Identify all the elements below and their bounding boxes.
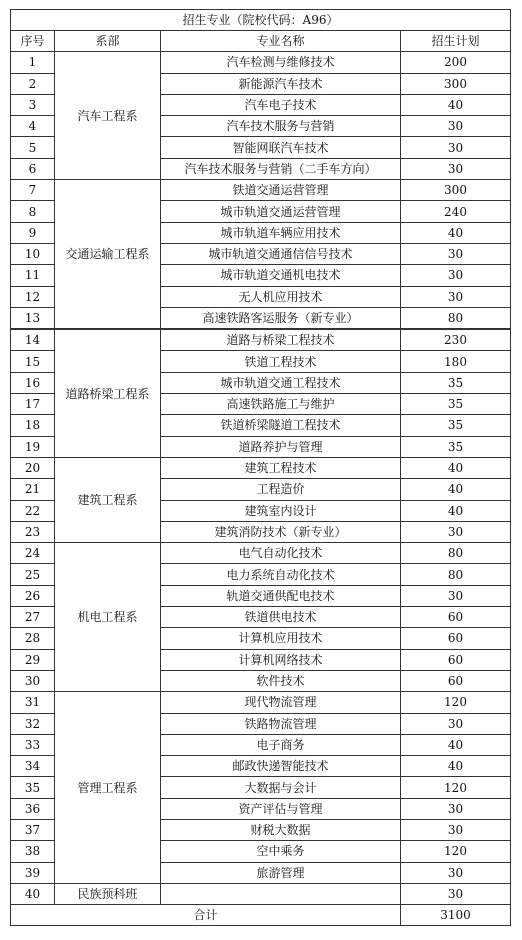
- row-major: 大数据与会计: [161, 777, 401, 798]
- row-major: 铁道交通运营管理: [161, 180, 401, 201]
- row-plan: 30: [401, 521, 511, 542]
- row-seq: 11: [11, 265, 55, 286]
- table-row: [11, 692, 511, 713]
- header-plan: 招生计划: [401, 31, 511, 52]
- row-seq: 17: [11, 394, 55, 415]
- row-major: 计算机网络技术: [161, 649, 401, 670]
- row-seq: 5: [11, 137, 55, 158]
- row-plan: 40: [401, 479, 511, 500]
- table-body: [11, 52, 511, 905]
- row-major: 建筑消防技术（新专业）: [161, 521, 401, 542]
- row-plan: 30: [401, 158, 511, 179]
- row-seq: 19: [11, 436, 55, 457]
- row-major: 资产评估与管理: [161, 798, 401, 819]
- table-title-row: [11, 10, 511, 31]
- row-seq: 25: [11, 564, 55, 585]
- department-cell: 道路桥梁工程系: [55, 329, 161, 457]
- row-seq: 37: [11, 819, 55, 840]
- row-plan: 40: [401, 457, 511, 478]
- row-major: 铁路物流管理: [161, 713, 401, 734]
- row-plan: 60: [401, 649, 511, 670]
- table-row: [11, 543, 511, 564]
- row-plan: 60: [401, 607, 511, 628]
- row-plan: 30: [401, 862, 511, 883]
- row-seq: 18: [11, 415, 55, 436]
- row-plan: 40: [401, 94, 511, 115]
- row-plan: 30: [401, 265, 511, 286]
- row-seq: 14: [11, 329, 55, 351]
- row-major: [161, 883, 401, 904]
- row-plan: 300: [401, 180, 511, 201]
- row-seq: 15: [11, 351, 55, 372]
- row-seq: 2: [11, 73, 55, 94]
- table-row: [11, 329, 511, 351]
- row-major: 道路养护与管理: [161, 436, 401, 457]
- row-seq: 32: [11, 713, 55, 734]
- row-major: 软件技术: [161, 670, 401, 691]
- row-plan: 30: [401, 286, 511, 307]
- row-major: 汽车技术服务与营销: [161, 116, 401, 137]
- row-major: 高速铁路施工与维护: [161, 394, 401, 415]
- row-seq: 35: [11, 777, 55, 798]
- row-major: 空中乘务: [161, 841, 401, 862]
- department-cell: 汽车工程系: [55, 52, 161, 180]
- row-plan: 60: [401, 628, 511, 649]
- header-row: [11, 31, 511, 52]
- row-major: 铁道供电技术: [161, 607, 401, 628]
- row-seq: 3: [11, 94, 55, 115]
- row-seq: 34: [11, 756, 55, 777]
- department-cell: 机电工程系: [55, 543, 161, 692]
- row-seq: 27: [11, 607, 55, 628]
- row-seq: 39: [11, 862, 55, 883]
- row-major: 城市轨道车辆应用技术: [161, 222, 401, 243]
- row-plan: 35: [401, 415, 511, 436]
- row-seq: 10: [11, 243, 55, 264]
- row-major: 工程造价: [161, 479, 401, 500]
- row-plan: 240: [401, 201, 511, 222]
- row-major: 智能网联汽车技术: [161, 137, 401, 158]
- row-plan: 30: [401, 243, 511, 264]
- row-seq: 1: [11, 52, 55, 73]
- row-major: 道路与桥梁工程技术: [161, 329, 401, 351]
- row-plan: 30: [401, 798, 511, 819]
- row-plan: 40: [401, 222, 511, 243]
- row-plan: 80: [401, 543, 511, 564]
- row-major: 城市轨道交通通信信号技术: [161, 243, 401, 264]
- row-major: 无人机应用技术: [161, 286, 401, 307]
- row-major: 轨道交通供配电技术: [161, 585, 401, 606]
- enrollment-table: [10, 9, 511, 926]
- row-plan: 230: [401, 329, 511, 351]
- row-major: 建筑工程技术: [161, 457, 401, 478]
- row-seq: 33: [11, 734, 55, 755]
- row-seq: 36: [11, 798, 55, 819]
- total-label: 合计: [11, 905, 401, 926]
- row-plan: 30: [401, 116, 511, 137]
- row-seq: 26: [11, 585, 55, 606]
- row-seq: 12: [11, 286, 55, 307]
- row-major: 旅游管理: [161, 862, 401, 883]
- row-plan: 40: [401, 734, 511, 755]
- row-plan: 200: [401, 52, 511, 73]
- row-plan: 35: [401, 372, 511, 393]
- row-plan: 120: [401, 692, 511, 713]
- row-major: 城市轨道交通工程技术: [161, 372, 401, 393]
- row-plan: 35: [401, 394, 511, 415]
- row-seq: 9: [11, 222, 55, 243]
- row-plan: 80: [401, 564, 511, 585]
- row-major: 计算机应用技术: [161, 628, 401, 649]
- row-seq: 6: [11, 158, 55, 179]
- header-dept: 系部: [55, 31, 161, 52]
- row-plan: 120: [401, 777, 511, 798]
- row-major: 汽车电子技术: [161, 94, 401, 115]
- row-seq: 7: [11, 180, 55, 201]
- row-seq: 31: [11, 692, 55, 713]
- row-plan: 35: [401, 436, 511, 457]
- department-cell: 管理工程系: [55, 692, 161, 884]
- total-value: 3100: [401, 905, 511, 926]
- row-major: 建筑室内设计: [161, 500, 401, 521]
- header-seq: 序号: [11, 31, 55, 52]
- row-plan: 30: [401, 137, 511, 158]
- row-seq: 40: [11, 883, 55, 904]
- row-seq: 16: [11, 372, 55, 393]
- row-seq: 13: [11, 307, 55, 329]
- table-title: 招生专业（院校代码：A96）: [11, 10, 511, 31]
- table-row: [11, 180, 511, 201]
- row-seq: 28: [11, 628, 55, 649]
- row-major: 财税大数据: [161, 819, 401, 840]
- row-plan: 300: [401, 73, 511, 94]
- row-plan: 30: [401, 585, 511, 606]
- row-major: 现代物流管理: [161, 692, 401, 713]
- row-major: 城市轨道交通机电技术: [161, 265, 401, 286]
- row-major: 邮政快递智能技术: [161, 756, 401, 777]
- row-plan: 120: [401, 841, 511, 862]
- row-plan: 30: [401, 883, 511, 904]
- row-major: 新能源汽车技术: [161, 73, 401, 94]
- row-major: 汽车检测与维修技术: [161, 52, 401, 73]
- row-seq: 30: [11, 670, 55, 691]
- row-seq: 20: [11, 457, 55, 478]
- row-major: 电力系统自动化技术: [161, 564, 401, 585]
- row-plan: 180: [401, 351, 511, 372]
- header-major: 专业名称: [161, 31, 401, 52]
- row-major: 铁道桥梁隧道工程技术: [161, 415, 401, 436]
- row-major: 电气自动化技术: [161, 543, 401, 564]
- row-plan: 40: [401, 756, 511, 777]
- department-cell: 建筑工程系: [55, 457, 161, 542]
- row-plan: 40: [401, 500, 511, 521]
- department-cell: 交通运输工程系: [55, 180, 161, 330]
- department-cell: 民族预科班: [55, 883, 161, 904]
- table-row: [11, 457, 511, 478]
- row-seq: 8: [11, 201, 55, 222]
- row-major: 汽车技术服务与营销（二手车方向）: [161, 158, 401, 179]
- row-seq: 21: [11, 479, 55, 500]
- row-seq: 24: [11, 543, 55, 564]
- row-seq: 29: [11, 649, 55, 670]
- row-major: 高速铁路客运服务（新专业）: [161, 307, 401, 329]
- row-seq: 38: [11, 841, 55, 862]
- row-plan: 30: [401, 819, 511, 840]
- row-seq: 4: [11, 116, 55, 137]
- row-seq: 23: [11, 521, 55, 542]
- total-row: [11, 905, 511, 926]
- row-plan: 60: [401, 670, 511, 691]
- table-row: [11, 52, 511, 73]
- row-major: 铁道工程技术: [161, 351, 401, 372]
- row-plan: 30: [401, 713, 511, 734]
- row-plan: 80: [401, 307, 511, 329]
- row-major: 城市轨道交通运营管理: [161, 201, 401, 222]
- row-major: 电子商务: [161, 734, 401, 755]
- row-seq: 22: [11, 500, 55, 521]
- table-row: [11, 883, 511, 904]
